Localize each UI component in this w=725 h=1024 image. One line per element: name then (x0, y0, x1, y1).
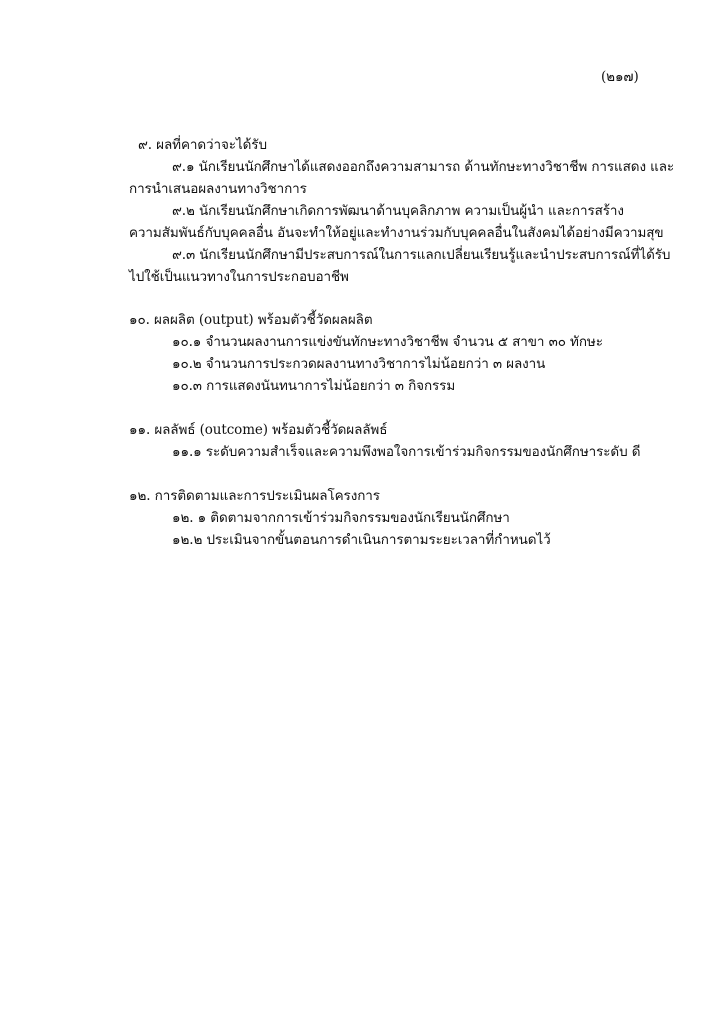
section-10-item-1: ๑๐.๑ จำนวนผลงานการแข่งขันทักษะทางวิชาชีพ จำนวน ๕ สาขา ๓๐ ทักษะ (172, 334, 603, 350)
section-9-item-1-line-1: ๙.๑ นักเรียนนักศึกษาได้แสดงออกถึงความสามารถ ด้านทักษะทางวิชาชีพ การแสดง และ (172, 159, 675, 175)
section-9-item-3-line-2: ไปใช้เป็นแนวทางในการประกอบอาชีพ (129, 269, 349, 285)
section-9-heading: ๙. ผลที่คาดว่าจะได้รับ (138, 137, 267, 153)
section-10-item-2: ๑๐.๒ จำนวนการประกวดผลงานทางวิชาการไม่น้อยกว่า ๓ ผลงาน (172, 356, 546, 372)
section-12-item-2: ๑๒.๒ ประเมินจากขั้นตอนการดำเนินการตามระยะเวลาที่กำหนดไว้ (172, 532, 551, 548)
section-12-heading: ๑๒. การติดตามและการประเมินผลโครงการ (129, 488, 380, 504)
section-10-heading: ๑๐. ผลผลิต (output) พร้อมตัวชี้วัดผลผลิต (129, 312, 373, 328)
section-9-item-3-line-1: ๙.๓ นักเรียนนักศึกษามีประสบการณ์ในการแลกเปลี่ยนเรียนรู้และนำประสบการณ์ที่ได้รับ (172, 247, 671, 263)
section-9-item-1-line-2: การนำเสนอผลงานทางวิชาการ (129, 181, 307, 197)
section-11-heading: ๑๑. ผลลัพธ์ (outcome) พร้อมตัวชี้วัดผลลัพธ์ (129, 422, 388, 438)
section-11-item-1: ๑๑.๑ ระดับความสำเร็จและความพึงพอใจการเข้าร่วมกิจกรรมของนักศึกษาระดับ ดี (172, 444, 641, 460)
page-number: (๒๑๗) (601, 69, 639, 85)
section-12-item-1: ๑๒. ๑ ติดตามจากการเข้าร่วมกิจกรรมของนักเรียนนักศึกษา (172, 510, 510, 526)
section-9-item-2-line-2: ความสัมพันธ์กับบุคคลอื่น อันจะทำให้อยู่และทำงานร่วมกับบุคคลอื่นในสังคมได้อย่างมีความสุข (129, 225, 664, 241)
section-10-item-3: ๑๐.๓ การแสดงนันทนาการไม่น้อยกว่า ๓ กิจกรรม (172, 378, 456, 394)
section-9-item-2-line-1: ๙.๒ นักเรียนนักศึกษาเกิดการพัฒนาด้านบุคลิกภาพ ความเป็นผู้นำ และการสร้าง (172, 203, 624, 219)
